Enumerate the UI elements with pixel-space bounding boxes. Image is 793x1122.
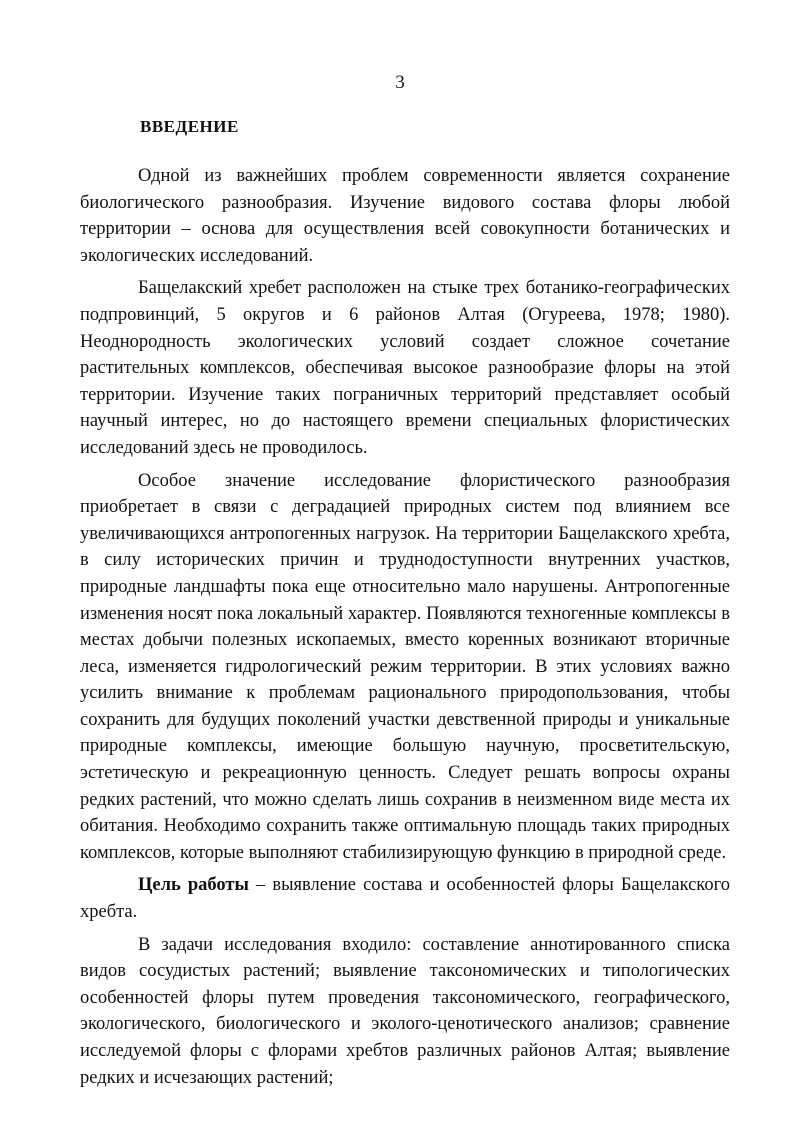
paragraph-text: В задачи исследования входило: составление аннотированного списка видов сосудистых растений; выявление таксономических и типологических особенностей флоры путем проведения таксономического, географического, экологического, биологического и эколого-ценотического анализов; сравнение исследуемой флоры с флорами хребтов различных районов Алтая; выявление редких и исчезающих растений; <box>80 934 730 1088</box>
paragraph-lead-bold: Цель работы <box>138 875 249 896</box>
paragraph-text: Бащелакский хребет расположен на стыке трех ботанико-географических подпровинций, 5 округов и 6 районов Алтая (Огуреева, 1978; 1980). Неоднородность экологических условий создает сложное сочетание растительных комплексов, обеспечивая высокое разнообразие флоры на этой территории. Изучение таких пограничных территорий представляет особый научный интерес, но до настоящего времени специальных флористических исследований здесь не проводилось. <box>80 278 730 458</box>
paragraph-4 <box>80 872 730 925</box>
body-text <box>80 163 730 1091</box>
page-number: 3 <box>395 72 405 93</box>
section-heading: ВВЕДЕНИЕ <box>140 117 239 136</box>
paragraph-1 <box>80 163 730 269</box>
paragraph-3 <box>80 468 730 867</box>
paragraph-5 <box>80 932 730 1092</box>
paragraph-text: Одной из важнейших проблем современности является сохранение биологического разнообразия. Изучение видового состава флоры любой территории – основа для осуществления всей совокупности ботанических и экологических исследований. <box>80 166 730 266</box>
paragraph-text: Особое значение исследование флористического разнообразия приобретает в связи с деградацией природных систем под влиянием все увеличивающихся антропогенных нагрузок. На территории Бащелакского хребта, в силу исторических причин и труднодоступности внутренних участков, природные ландшафты пока еще относительно мало нарушены. Антропогенные изменения носят пока локальный характер. Появляются техногенные комплексы в местах добычи полезных ископаемых, вместо коренных возникают вторичные леса, изменяется гидрологический режим территории. В этих условиях важно усилить внимание к проблемам рационального природопользования, чтобы сохранить для будущих поколений участки девственной природы и уникальные природные комплексы, имеющие большую научную, просветительскую, эстетическую и рекреационную ценность. Следует решать вопросы охраны редких растений, что можно сделать лишь сохранив в неизменном виде места их обитания. Необходимо сохранить также оптимальную площадь таких природных комплексов, которые выполняют стабилизирующую функцию в природной среде. <box>80 470 730 863</box>
paragraph-2 <box>80 275 730 461</box>
paragraph-text: – выявление состава и особенностей флоры Бащелакского хребта. <box>80 875 730 923</box>
